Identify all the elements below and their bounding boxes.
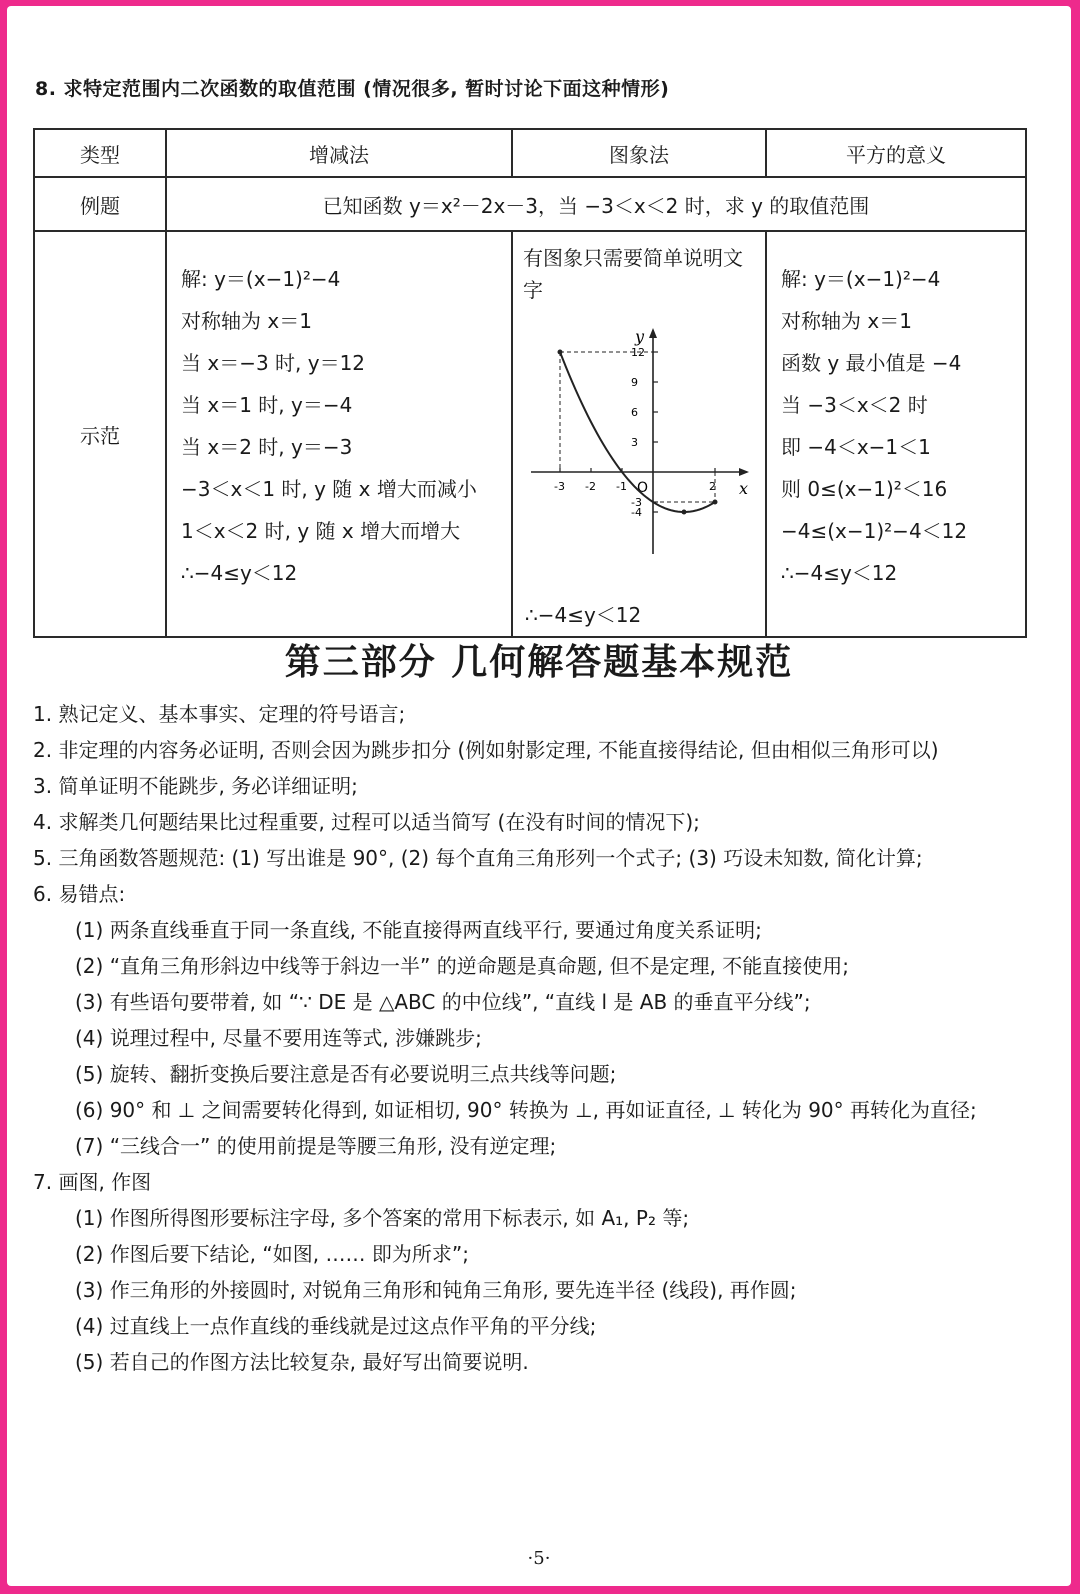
example-text: 已知函数 y＝x²－2x－3，当 −3＜x＜2 时，求 y 的取值范围 xyxy=(166,177,1026,231)
sub-item: (4) 说理过程中, 尽量不要用连等式, 涉嫌跳步; xyxy=(75,1026,482,1050)
sub-item: (2) “直角三角形斜边中线等于斜边一半” 的逆命题是真命题, 但不是定理, 不能直接使用; xyxy=(75,954,849,978)
table-example-row xyxy=(34,177,1026,231)
section-heading: 8. 求特定范围内二次函数的取值范围 (情况很多, 暂时讨论下面这种情形) xyxy=(35,78,670,100)
table-header-row xyxy=(34,129,1026,177)
solution-line: 对称轴为 x＝1 xyxy=(781,309,912,333)
table-demo-row xyxy=(34,231,1026,637)
y-axis-label: y xyxy=(635,327,645,346)
x-tick-label: -2 xyxy=(585,480,596,493)
solution-line: 即 −4＜x−1＜1 xyxy=(781,435,931,459)
x-tick-label: -1 xyxy=(616,480,627,493)
part-title: 第三部分 几何解答题基本规范 xyxy=(284,642,794,683)
solution-line: 函数 y 最小值是 −4 xyxy=(781,351,962,375)
paragraph: 5. 三角函数答题规范: (1) 写出谁是 90°, (2) 每个直角三角形列一个式子; (3) 巧设未知数, 简化计算; xyxy=(33,846,923,870)
y-tick-label: -4 xyxy=(631,506,642,519)
header-method-3: 平方的意义 xyxy=(766,129,1026,177)
origin-label: O xyxy=(637,480,649,496)
solution-line: ∴−4≤y＜12 xyxy=(181,561,298,585)
method-2-graph-cell xyxy=(512,231,766,637)
solution-line: −3＜x＜1 时, y 随 x 增大而减小 xyxy=(181,477,477,501)
y-tick-label: 6 xyxy=(631,406,638,419)
paragraph: 1. 熟记定义、基本事实、定理的符号语言; xyxy=(33,702,406,726)
solution-line: 当 −3＜x＜2 时 xyxy=(781,393,928,417)
solution-line: 对称轴为 x＝1 xyxy=(181,309,312,333)
y-tick-label: -3 xyxy=(631,496,642,509)
header-method-2: 图象法 xyxy=(512,129,766,177)
x-tick-label: -3 xyxy=(554,480,565,493)
document-page xyxy=(7,6,1071,1586)
header-type: 类型 xyxy=(34,129,166,177)
graph-caption: 有图象只需要简单说明文字 xyxy=(523,246,743,302)
body-text xyxy=(33,696,1043,1380)
solution-line: 当 x＝2 时, y＝−3 xyxy=(181,435,353,459)
page-number: ·5· xyxy=(527,1548,551,1569)
solution-line: 解: y＝(x−1)²−4 xyxy=(181,267,341,291)
solution-line: ∴−4≤y＜12 xyxy=(781,561,898,585)
y-tick-label: 9 xyxy=(631,376,638,389)
demo-label: 示范 xyxy=(34,231,166,637)
sub-item: (6) 90° 和 ⊥ 之间需要转化得到, 如证相切, 90° 转换为 ⊥, 再如证直径, ⊥ 转化为 90° 再转化为直径; xyxy=(75,1098,977,1122)
graph-result: ∴−4≤y＜12 xyxy=(525,603,642,627)
solution-line: 当 x＝−3 时, y＝12 xyxy=(181,351,366,375)
solution-line: 解: y＝(x−1)²−4 xyxy=(781,267,941,291)
solution-line: 1＜x＜2 时, y 随 x 增大而增大 xyxy=(181,519,461,543)
sub-item: (4) 过直线上一点作直线的垂线就是过这点作平角的平分线; xyxy=(75,1314,597,1338)
data-point xyxy=(682,510,687,515)
data-point xyxy=(558,350,563,355)
paragraph: 4. 求解类几何题结果比过程重要, 过程可以适当简写 (在没有时间的情况下); xyxy=(33,810,700,834)
method-3-solution xyxy=(766,231,1026,637)
data-point xyxy=(713,500,718,505)
sub-item: (5) 若自己的作图方法比较复杂, 最好写出简要说明. xyxy=(75,1350,529,1374)
paragraph: 2. 非定理的内容务必证明, 否则会因为跳步扣分 (例如射影定理, 不能直接得结论, 但由相似三角形可以) xyxy=(33,738,939,762)
method-table xyxy=(33,128,1027,638)
paragraph: 3. 简单证明不能跳步, 务必详细证明; xyxy=(33,774,358,798)
x-tick-label: 2 xyxy=(709,480,716,493)
y-tick-label: 3 xyxy=(631,436,638,449)
example-label: 例题 xyxy=(34,177,166,231)
header-method-1: 增减法 xyxy=(166,129,512,177)
y-axis-arrow xyxy=(649,328,657,338)
solution-line: 当 x＝1 时, y＝−4 xyxy=(181,393,353,417)
paragraph: 7. 画图, 作图 xyxy=(33,1170,152,1194)
x-axis-arrow xyxy=(739,468,749,476)
sub-item: (1) 两条直线垂直于同一条直线, 不能直接得两直线平行, 要通过角度关系证明; xyxy=(75,918,762,942)
parabola-graph xyxy=(521,322,757,562)
method-1-solution xyxy=(166,231,512,637)
y-tick-label: 12 xyxy=(631,346,645,359)
sub-item: (2) 作图后要下结论, “如图, …… 即为所求”; xyxy=(75,1242,469,1266)
sub-item: (1) 作图所得图形要标注字母, 多个答案的常用下标表示, 如 A₁, P₂ 等; xyxy=(75,1206,690,1230)
sub-item: (5) 旋转、翻折变换后要注意是否有必要说明三点共线等问题; xyxy=(75,1062,617,1086)
x-axis-label: x xyxy=(739,479,749,498)
sub-item: (7) “三线合一” 的使用前提是等腰三角形, 没有逆定理; xyxy=(75,1134,557,1158)
solution-line: −4≤(x−1)²−4＜12 xyxy=(781,519,968,543)
sub-item: (3) 有些语句要带着, 如 “∵ DE 是 △ABC 的中位线”, “直线 l 是 AB 的垂直平分线”; xyxy=(75,990,811,1014)
paragraph: 6. 易错点: xyxy=(33,882,126,906)
sub-item: (3) 作三角形的外接圆时, 对锐角三角形和钝角三角形, 要先连半径 (线段), 再作圆; xyxy=(75,1278,797,1302)
solution-line: 则 0≤(x−1)²＜16 xyxy=(781,477,948,501)
